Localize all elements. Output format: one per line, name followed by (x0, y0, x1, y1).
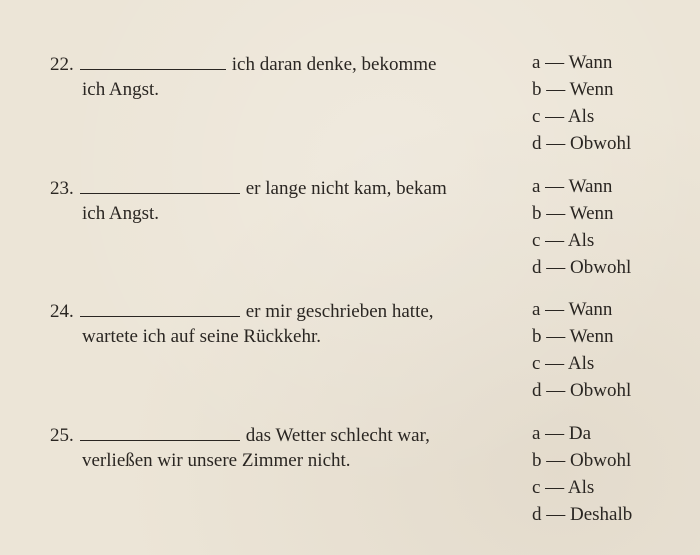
option-c: c — Als (532, 353, 595, 374)
question-text: das Wetter schlecht war, (245, 425, 430, 446)
option-a: a — Wann (532, 176, 613, 197)
option-b: b — Wenn (532, 79, 614, 100)
answer-blank (80, 424, 240, 441)
option-b: b — Obwohl (532, 450, 632, 471)
option-a: a — Wann (532, 52, 613, 73)
question-text: ich daran denke, bekomme (231, 54, 437, 75)
option-b: b — Wenn (532, 326, 614, 347)
question-line-1 (50, 53, 436, 75)
question-number: 25. (50, 425, 74, 446)
question-number: 22. (50, 54, 74, 75)
answer-blank (80, 300, 240, 317)
question-text: er mir geschrieben hatte, (245, 301, 434, 322)
option-a: a — Wann (532, 299, 613, 320)
question-line-1 (50, 300, 434, 322)
option-c: c — Als (532, 106, 595, 127)
question-number: 24. (50, 301, 74, 322)
question-line-1 (50, 424, 430, 446)
question-line-2: ich Angst. (82, 203, 160, 224)
option-b: b — Wenn (532, 203, 614, 224)
answer-blank (80, 53, 226, 70)
answer-blank (80, 177, 240, 194)
question-line-2: verließen wir unsere Zimmer nicht. (82, 450, 351, 471)
option-d: d — Obwohl (532, 133, 632, 154)
option-c: c — Als (532, 230, 595, 251)
question-line-2: ich Angst. (82, 79, 160, 100)
option-a: a — Da (532, 423, 592, 444)
question-line-2: wartete ich auf seine Rückkehr. (82, 326, 321, 347)
option-d: d — Deshalb (532, 504, 633, 525)
question-number: 23. (50, 178, 74, 199)
question-text: er lange nicht kam, bekam (245, 178, 447, 199)
option-d: d — Obwohl (532, 380, 632, 401)
question-line-1 (50, 177, 447, 199)
option-c: c — Als (532, 477, 595, 498)
option-d: d — Obwohl (532, 257, 632, 278)
